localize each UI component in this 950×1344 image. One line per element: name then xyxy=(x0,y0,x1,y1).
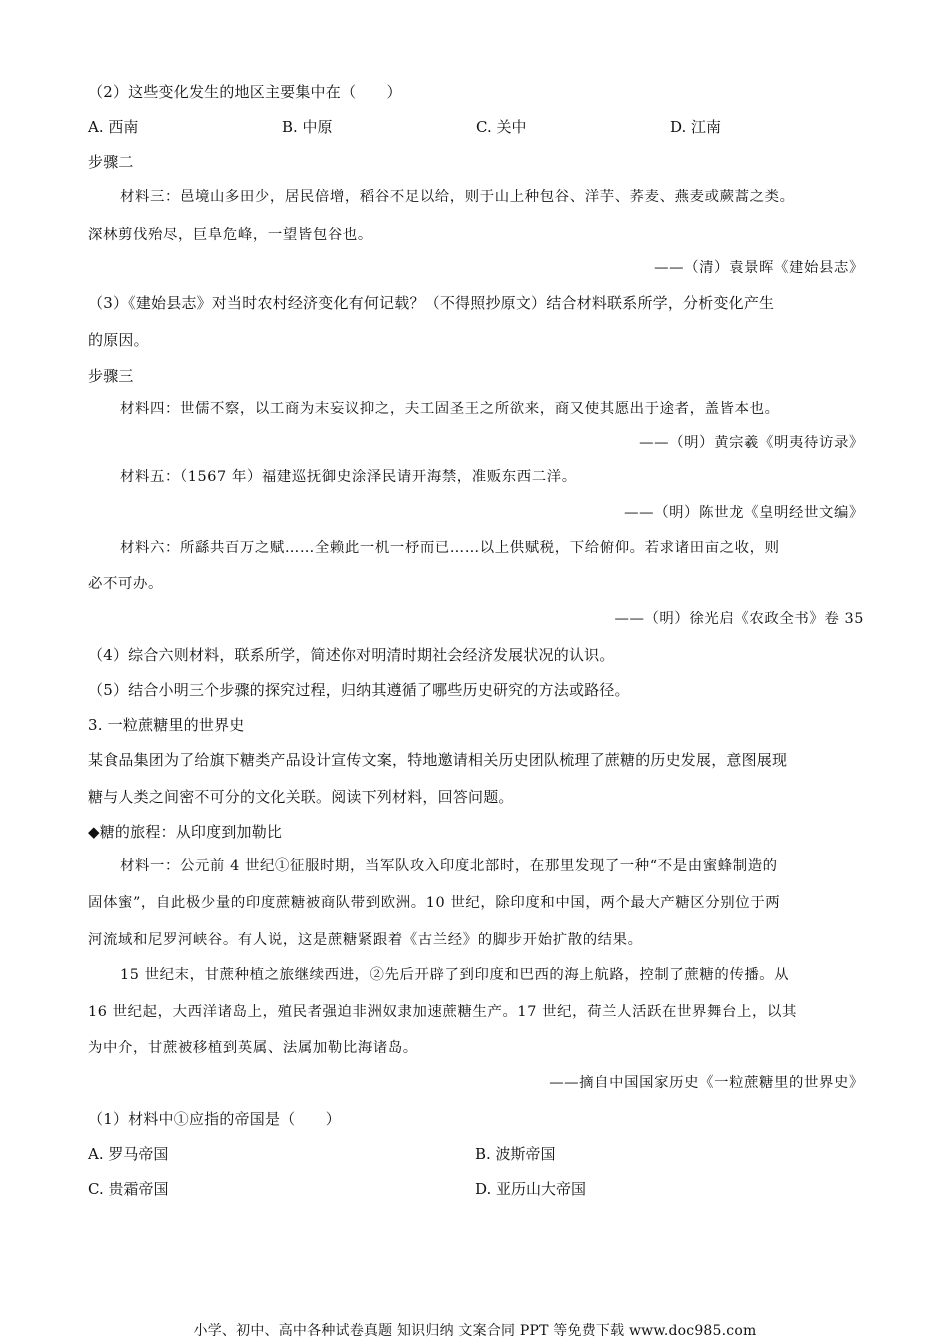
material-3-line-1: 材料三：邑境山多田少，居民倍增，稻谷不足以给，则于山上种包谷、洋芋、荞麦、燕麦或蕨蒿之类。 xyxy=(120,189,795,205)
material-1-p2-line-3: 为中介，甘蔗被移植到英属、法属加勒比海诸岛。 xyxy=(88,1040,418,1056)
material-6-line-1: 材料六：所繇共百万之赋……全赖此一机一杼而已……以上供赋税，下给俯仰。若求诸田亩之收，则 xyxy=(120,540,780,556)
question-4: （4）综合六则材料，联系所学，简述你对明清时期社会经济发展状况的认识。 xyxy=(88,646,615,664)
material-4-text: 材料四：世儒不察，以工商为末妄议抑之，夫工固圣王之所欲来，商又使其愿出于途者，盖皆本也。 xyxy=(120,401,780,417)
step-2-label: 步骤二 xyxy=(88,153,134,171)
option-a: A. 罗马帝国 xyxy=(88,1145,169,1163)
question-2-stem: （2）这些变化发生的地区主要集中在（ ） xyxy=(88,83,402,101)
material-6-source: ——（明）徐光启《农政全书》卷 35 xyxy=(614,611,864,627)
material-1-p1-line-3: 河流域和尼罗河峡谷。有人说，这是蔗糖紧跟着《古兰经》的脚步开始扩散的结果。 xyxy=(88,932,643,948)
question-5: （5）结合小明三个步骤的探究过程，归纳其遵循了哪些历史研究的方法或路径。 xyxy=(88,681,630,699)
material-4-source: ——（明）黄宗羲《明夷待访录》 xyxy=(639,435,864,451)
option-b: B. 中原 xyxy=(282,118,333,136)
material-1-p2-line-2: 16 世纪起，大西洋诸岛上，殖民者强迫非洲奴隶加速蔗糖生产。17 世纪，荷兰人活跃在世界舞台上，以其 xyxy=(88,1004,797,1020)
option-c: C. 贵霜帝国 xyxy=(88,1180,169,1198)
material-1-p1-line-2: 固体蜜”，自此极少量的印度蔗糖被商队带到欧洲。10 世纪，除印度和中国，两个最大产糖区分别位于两 xyxy=(88,895,781,911)
section-3-intro-line-1: 某食品集团为了给旗下糖类产品设计宣传文案，特地邀请相关历史团队梳理了蔗糖的历史发展，意图展现 xyxy=(88,751,788,769)
step-3-label: 步骤三 xyxy=(88,367,134,385)
option-b: B. 波斯帝国 xyxy=(475,1145,556,1163)
option-c: C. 关中 xyxy=(476,118,527,136)
option-d: D. 亚历山大帝国 xyxy=(475,1180,587,1198)
section-3-title: 3. 一粒蔗糖里的世界史 xyxy=(88,716,245,734)
page-footer: 小学、初中、高中各种试卷真题 知识归纳 文案合同 PPT 等免费下载 www.doc985.com xyxy=(193,1323,757,1339)
question-3-1-stem: （1）材料中①应指的帝国是（ ） xyxy=(88,1110,341,1128)
option-a: A. 西南 xyxy=(88,118,139,136)
question-3-line-2: 的原因。 xyxy=(88,331,149,349)
material-1-p2-line-1: 15 世纪末，甘蔗种植之旅继续西进，②先后开辟了到印度和巴西的海上航路，控制了蔗糖的传播。从 xyxy=(120,967,790,983)
material-5-text: 材料五：（1567 年）福建巡抚御史涂泽民请开海禁，准贩东西二洋。 xyxy=(120,469,577,485)
material-1-p1-line-1: 材料一：公元前 4 世纪①征服时期，当军队攻入印度北部时，在那里发现了一种“不是由蜜蜂制造的 xyxy=(120,858,778,874)
material-3-source: ——（清）袁景晖《建始县志》 xyxy=(654,260,864,276)
question-3-line-1: （3）《建始县志》对当时农村经济变化有何记载？（不得照抄原文）结合材料联系所学，分析变化产生 xyxy=(88,294,775,312)
section-3-subheading: ◆糖的旅程：从印度到加勒比 xyxy=(88,823,283,841)
material-6-line-2: 必不可办。 xyxy=(88,576,163,592)
material-5-source: ——（明）陈世龙《皇明经世文编》 xyxy=(624,505,864,521)
material-1-source: ——摘自中国国家历史《一粒蔗糖里的世界史》 xyxy=(549,1075,864,1091)
option-d: D. 江南 xyxy=(670,118,722,136)
material-3-line-2: 深林剪伐殆尽，巨阜危峰，一望皆包谷也。 xyxy=(88,227,373,243)
section-3-intro-line-2: 糖与人类之间密不可分的文化关联。阅读下列材料，回答问题。 xyxy=(88,788,514,806)
